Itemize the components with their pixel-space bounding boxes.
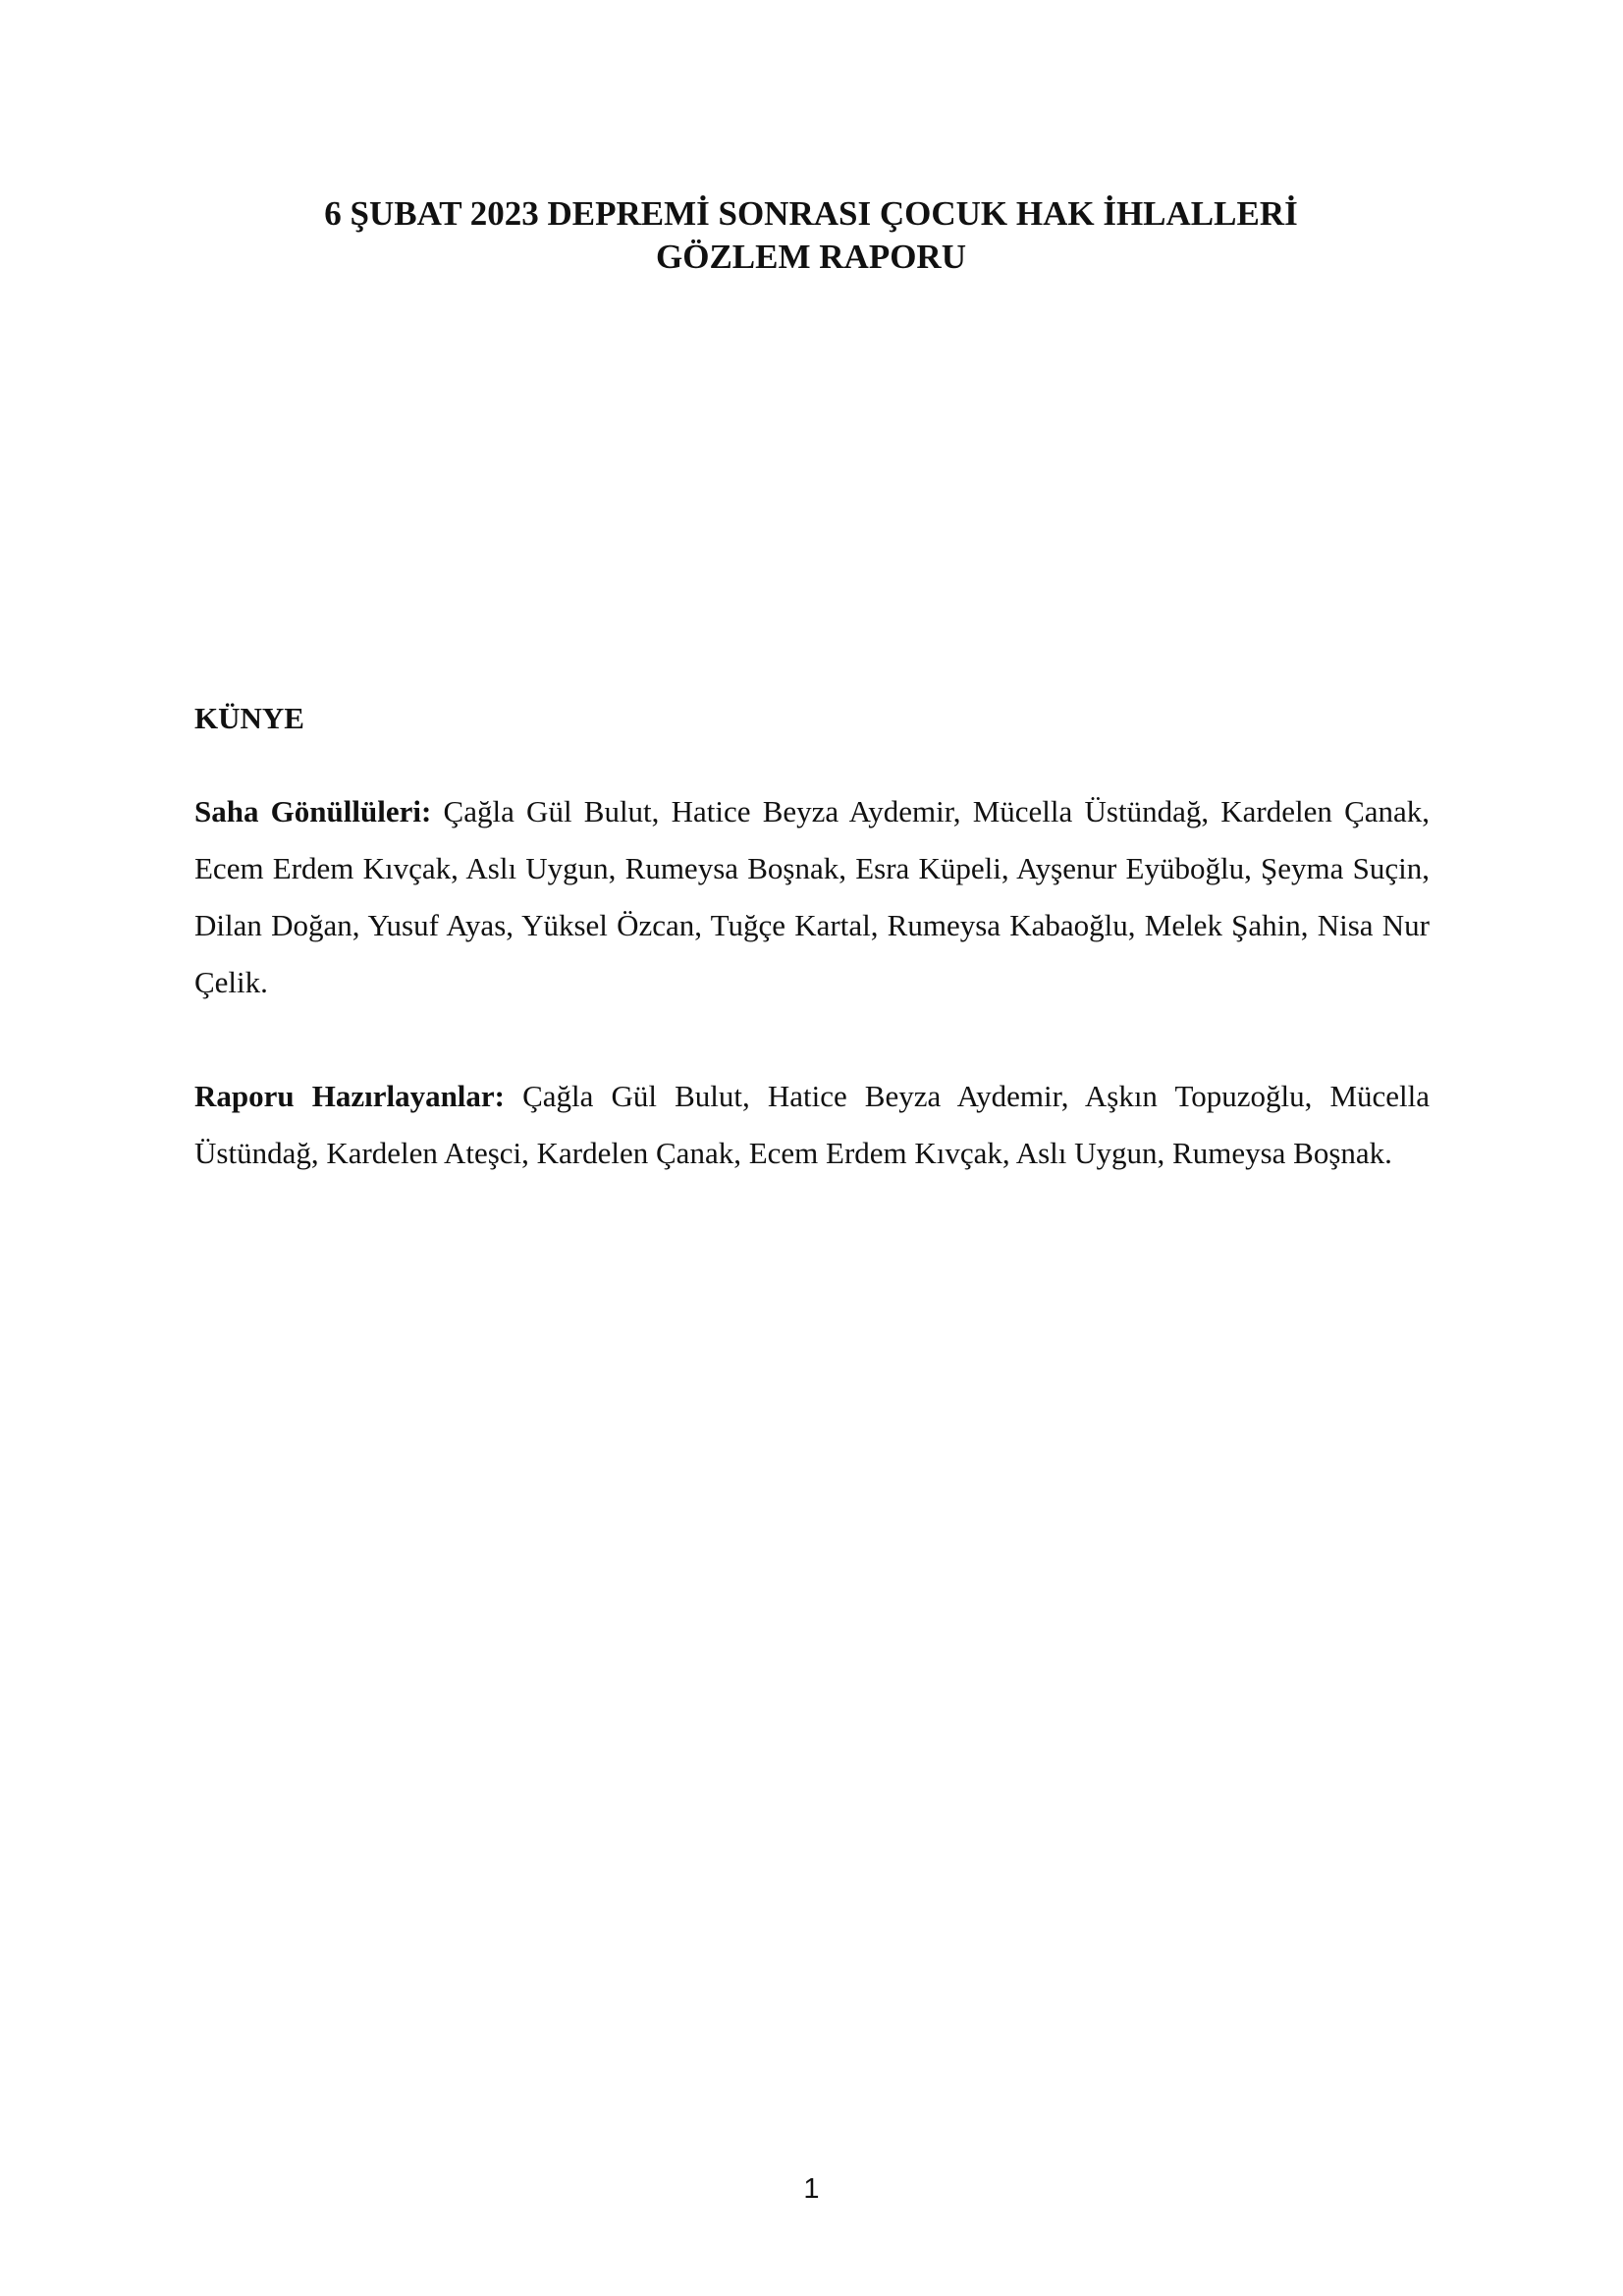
section-heading-kunye: KÜNYE [194, 701, 304, 735]
authors-label: Raporu Hazırlayanlar: [194, 1079, 506, 1113]
authors-paragraph [194, 1068, 1430, 1182]
report-title-line-2: GÖZLEM RAPORU [656, 238, 966, 276]
volunteers-label: Saha Gönüllüleri: [194, 794, 432, 828]
page-number: 1 [803, 2173, 820, 2205]
report-title [194, 192, 1428, 279]
volunteers-names: Çağla Gül Bulut, Hatice Beyza Aydemir, Mücella Üstündağ, Kardelen Çanak, Ecem Erdem Kıvçak, Aslı Uygun, Rumeysa Boşnak, Esra Küpeli, Ayşenur Eyüboğlu, Şeyma Suçin, Dilan Doğan, Yusuf Ayas, Yüksel Özcan, Tuğçe Kartal, Rumeysa Kabaoğlu, Melek Şahin, Nisa Nur Çelik. [194, 794, 1431, 999]
authors-names: Çağla Gül Bulut, Hatice Beyza Aydemir, Aşkın Topuzoğlu, Mücella Üstündağ, Kardelen Ateşci, Kardelen Çanak, Ecem Erdem Kıvçak, Aslı Uygun, Rumeysa Boşnak. [194, 1079, 1431, 1170]
report-title-line-1: 6 ŞUBAT 2023 DEPREMİ SONRASI ÇOCUK HAK İHLALLERİ [324, 194, 1298, 233]
volunteers-paragraph [194, 783, 1430, 1011]
